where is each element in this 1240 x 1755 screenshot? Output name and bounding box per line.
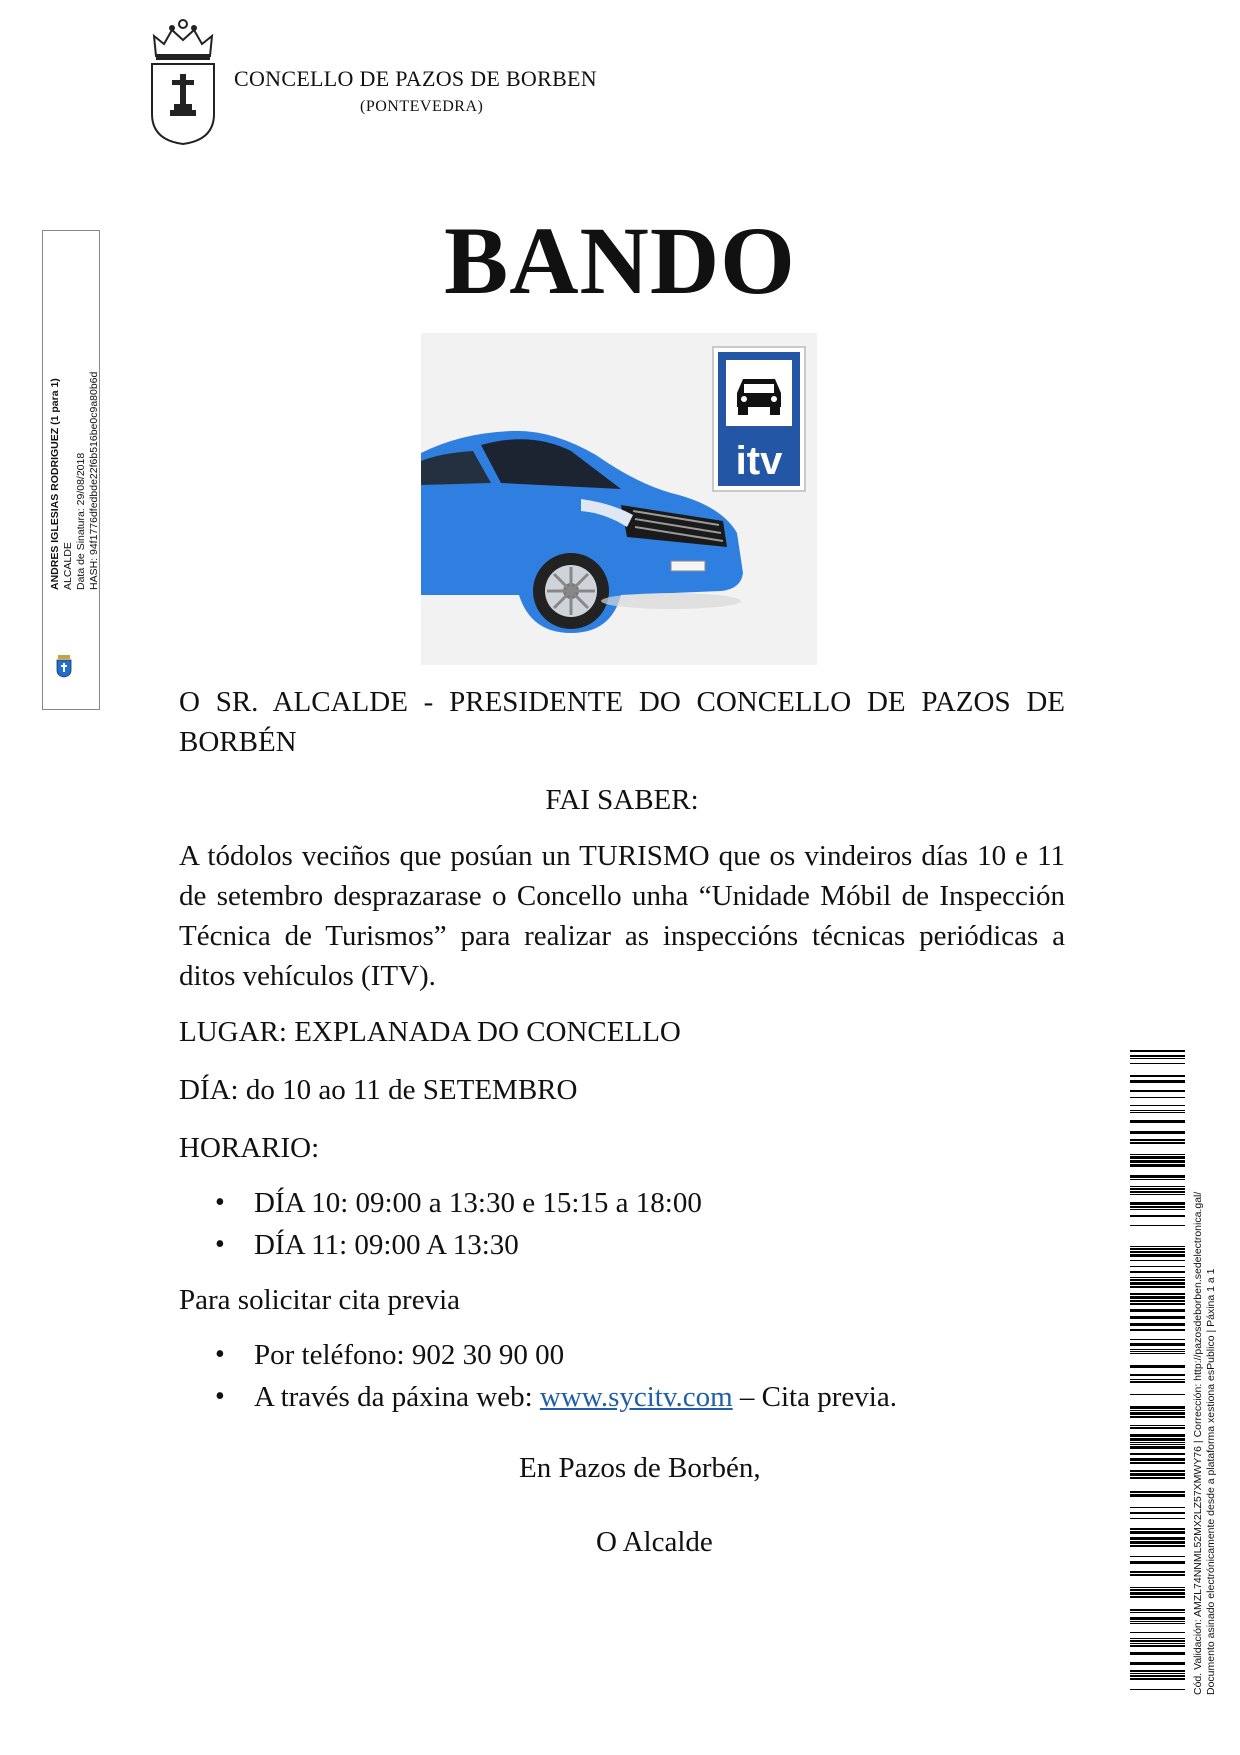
signature-hash: HASH: 94f1776dfedbde22f6b516be0c9a80b6d [88,371,100,590]
validation-platform-line: Documento asinado electrónicamente desde a plataforma xestiona esPublico | Páxina 1 a 1 [1205,1268,1217,1695]
schedule-list [179,1182,1065,1266]
web-link[interactable]: www.sycitv.com [539,1381,733,1413]
validation-barcode [1130,1050,1185,1690]
organization-province: (PONTEVEDRA) [360,98,484,115]
title-text: BANDO [444,207,796,314]
signer-role: ALCALDE [62,542,74,590]
signature-details [49,320,101,590]
web-prefix: A través da páxina web: [254,1381,540,1413]
organization-name: CONCELLO DE PAZOS DE BORBEN [234,66,597,91]
closing-place: En Pazos de Borbén, [519,1452,761,1484]
signature-date: Data de Sinatura: 29/08/2018 [75,452,87,590]
itv-sign-icon [713,347,805,491]
issuer-line: O SR. ALCALDE - PRESIDENTE DO CONCELLO DE PAZOS DE BORBÉN [179,686,1065,758]
signer-name: ANDRES IGLESIAS RODRIGUEZ (1 para 1) [49,378,61,590]
appointment-label: Para solicitar cita previa [179,1284,461,1316]
svg-text:itv: itv [735,439,783,483]
closing-signature: O Alcalde [596,1526,713,1558]
car-itv-image [421,333,817,665]
web-suffix: – Cita previa. [732,1381,897,1413]
list-item [179,1376,1065,1418]
coat-of-arms-logo [148,14,218,146]
appointment-list [179,1334,1065,1418]
list-item: • DÍA 11: 09:00 A 13:30 [179,1224,1065,1266]
list-item: • DÍA 10: 09:00 a 13:30 e 15:15 a 18:00 [179,1182,1065,1224]
validation-code-line: Cód. Validación: AMZL74NNML52MX2LZ57XMWY76 | Corrección: http://pazosdeborben.sedelectronica.gal/ [1192,1191,1204,1695]
main-body [179,682,1065,1562]
document-title [0,205,1240,316]
mini-coat-of-arms-icon [55,654,73,678]
place-line: LUGAR: EXPLANADA DO CONCELLO [179,1016,681,1048]
schedule-label: HORARIO: [179,1132,320,1164]
list-item: • Por teléfono: 902 30 90 00 [179,1334,1065,1376]
date-line: DÍA: do 10 ao 11 de SETEMBRO [179,1074,578,1106]
fai-saber-heading: FAI SABER: [545,784,699,816]
announcement-paragraph: A tódolos veciños que posúan un TURISMO que os vindeiros días 10 e 11 de setembro desprazarase o Concello unha “Unidade Móbil de Inspección Técnica de Turismos” para realizar as inspeccións técnicas periódicas a ditos vehículos (ITV). [179,840,1065,992]
validation-text [1192,1055,1218,1695]
